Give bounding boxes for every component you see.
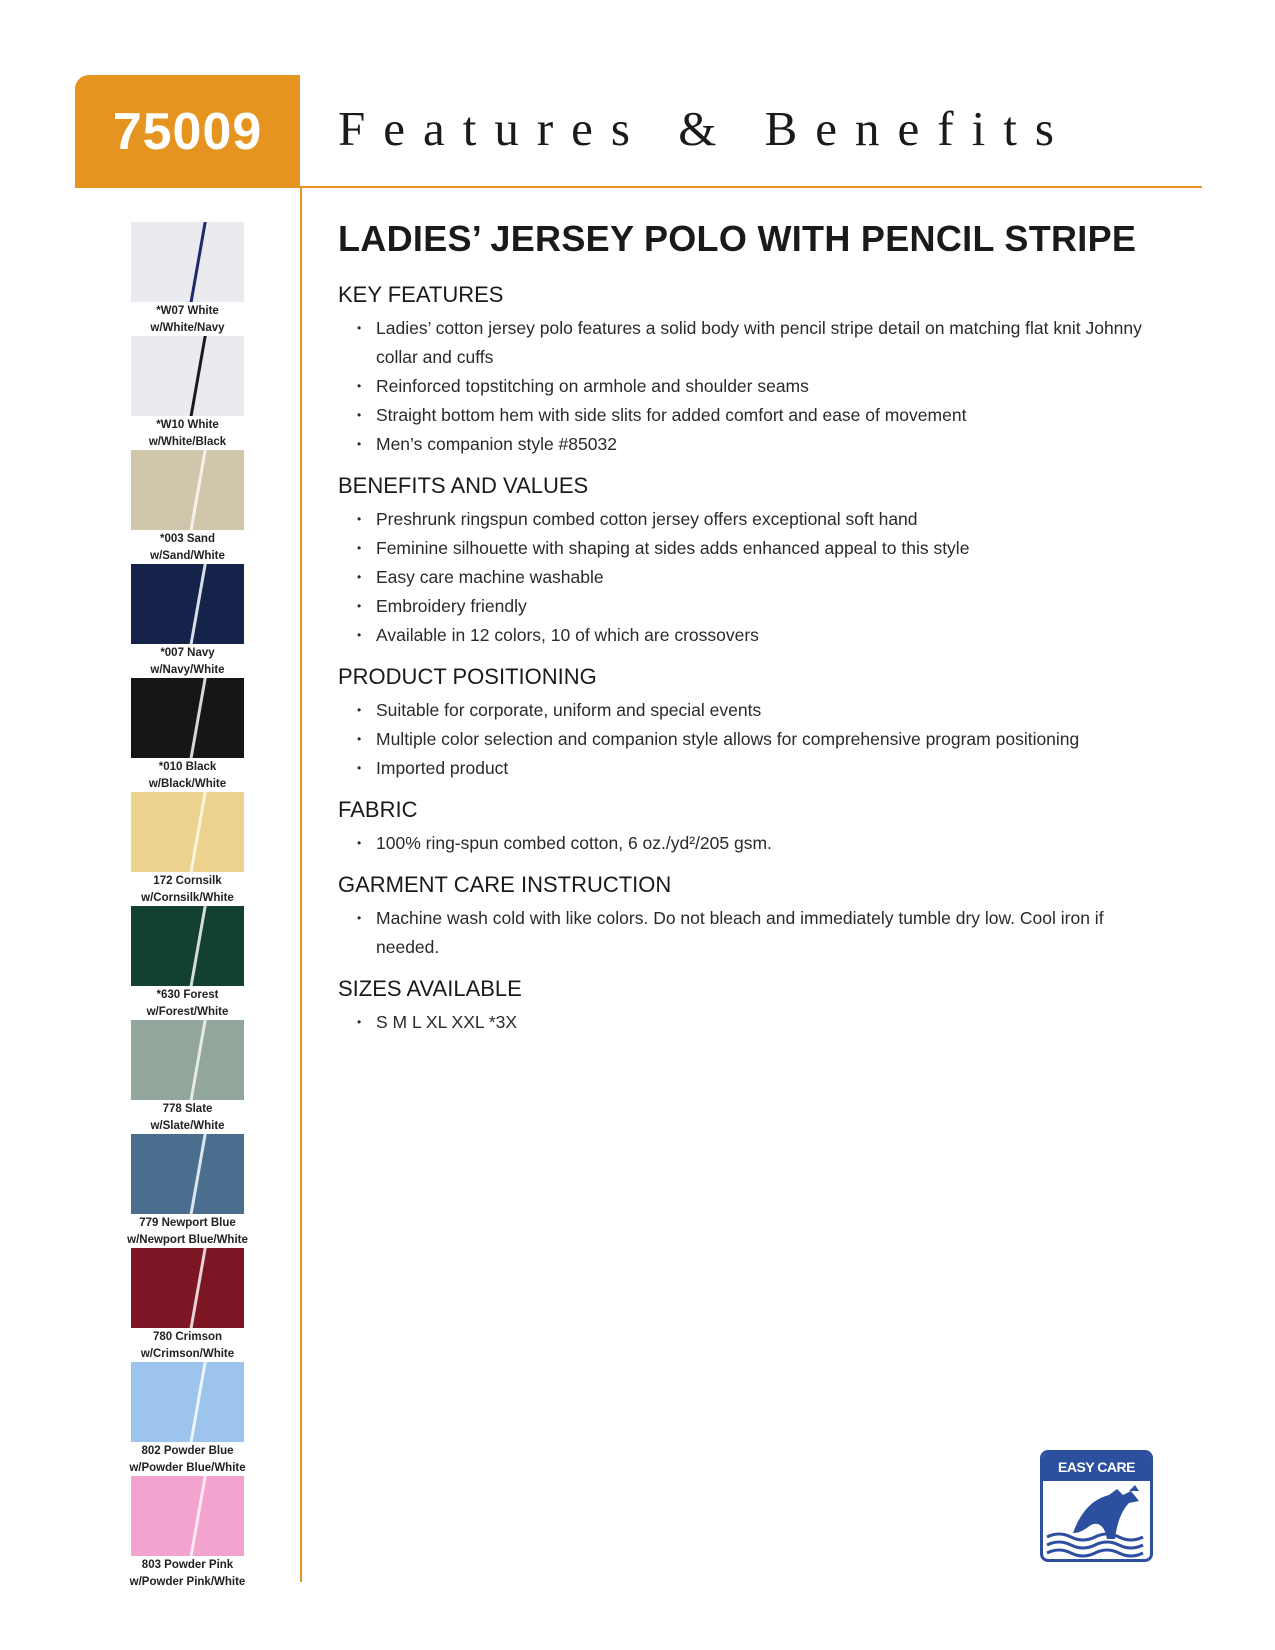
color-swatch-item <box>110 336 265 451</box>
bullet-list <box>338 904 1168 962</box>
color-swatch <box>131 336 244 416</box>
bullet-list <box>338 829 1168 858</box>
swatch-label <box>110 1443 265 1477</box>
section-heading: FABRIC <box>338 797 418 822</box>
bullet-list <box>338 505 1168 650</box>
color-swatch <box>131 1476 244 1556</box>
swatch-stripe <box>189 1248 208 1328</box>
color-swatch-item <box>110 1134 265 1249</box>
bullet-item: • Straight bottom hem with side slits for added comfort and ease of movement <box>338 401 1168 430</box>
section-heading: SIZES AVAILABLE <box>338 976 522 1001</box>
bullet-item: • Ladies’ cotton jersey polo features a solid body with pencil stripe detail on matching flat knit Johnny collar and cuffs <box>338 314 1168 372</box>
swatch-label-trim: w/Forest/White <box>146 1006 229 1018</box>
swatch-label-trim: w/Newport Blue/White <box>127 1234 248 1246</box>
swatch-label <box>110 759 265 793</box>
section-heading: PRODUCT POSITIONING <box>338 664 597 689</box>
bullet-list <box>338 696 1168 783</box>
bullet-item: • Reinforced topstitching on armhole and shoulder seams <box>338 372 1168 401</box>
color-swatch <box>131 1134 244 1214</box>
swatch-label-color: *007 Navy <box>160 647 215 659</box>
swatch-label-color: 172 Cornsilk <box>153 875 222 887</box>
header-divider <box>300 186 1202 188</box>
bullet-item: • Suitable for corporate, uniform and special events <box>338 696 1168 725</box>
swatch-stripe <box>189 678 208 758</box>
shirt-wash-icon <box>1043 1481 1150 1559</box>
swatch-stripe <box>189 564 208 644</box>
swatch-label <box>110 531 265 565</box>
section-fabric <box>338 797 1168 858</box>
swatch-label-trim: w/White/Black <box>148 436 227 448</box>
swatch-label <box>110 1215 265 1249</box>
swatch-label-trim: w/Slate/White <box>150 1120 225 1132</box>
bullet-item: • Feminine silhouette with shaping at sides adds enhanced appeal to this style <box>338 534 1168 563</box>
swatch-label <box>110 645 265 679</box>
bullet-item: • Machine wash cold with like colors. Do not bleach and immediately tumble dry low. Cool iron if needed. <box>338 904 1168 962</box>
swatch-label <box>110 987 265 1021</box>
swatch-label-trim: w/Black/White <box>148 778 227 790</box>
easy-care-label: EASY CARE <box>1043 1453 1150 1481</box>
swatch-label-trim: w/Navy/White <box>150 664 225 676</box>
swatch-label <box>110 1557 265 1591</box>
feature-sections <box>338 282 1168 1037</box>
easy-care-badge <box>1040 1450 1153 1562</box>
sidebar-divider <box>300 186 302 1582</box>
bullet-item: • Imported product <box>338 754 1168 783</box>
color-swatch-item <box>110 222 265 337</box>
bullet-item: • Preshrunk ringspun combed cotton jersey offers exceptional soft hand <box>338 505 1168 534</box>
color-swatch <box>131 1020 244 1100</box>
page-heading: Features & Benefits <box>338 101 1072 156</box>
swatch-stripe <box>189 1020 208 1100</box>
color-swatch-item <box>110 792 265 907</box>
bullet-item: • Available in 12 colors, 10 of which are crossovers <box>338 621 1168 650</box>
section-heading: GARMENT CARE INSTRUCTION <box>338 872 672 897</box>
color-swatch-item <box>110 1020 265 1135</box>
bullet-item: • Multiple color selection and companion style allows for comprehensive program positioning <box>338 725 1168 754</box>
color-swatch <box>131 678 244 758</box>
swatch-label-color: 802 Powder Blue <box>141 1445 234 1457</box>
section-product-positioning <box>338 664 1168 783</box>
color-swatch-item <box>110 450 265 565</box>
swatch-label-trim: w/Crimson/White <box>140 1348 235 1360</box>
swatch-label-trim: w/Powder Blue/White <box>129 1462 246 1474</box>
section-garment-care-instruction <box>338 872 1168 962</box>
swatch-label-trim: w/Sand/White <box>150 550 225 562</box>
swatch-label-color: 778 Slate <box>162 1103 213 1115</box>
color-swatch-item <box>110 1248 265 1363</box>
product-content <box>338 218 1168 1051</box>
color-swatch <box>131 906 244 986</box>
swatch-label-color: *003 Sand <box>160 533 215 545</box>
color-swatch <box>131 1248 244 1328</box>
swatch-stripe <box>189 222 208 302</box>
swatch-label-trim: w/Powder Pink/White <box>129 1576 246 1588</box>
color-swatch-item <box>110 1476 265 1591</box>
color-swatch-item <box>110 678 265 793</box>
swatch-label <box>110 1101 265 1135</box>
swatch-stripe <box>189 1362 208 1442</box>
color-swatch <box>131 222 244 302</box>
swatch-label <box>110 417 265 451</box>
swatch-label <box>110 873 265 907</box>
swatch-stripe <box>189 1134 208 1214</box>
swatch-label-color: *W07 White <box>156 305 219 317</box>
swatch-stripe <box>189 1476 208 1556</box>
color-swatch-item <box>110 906 265 1021</box>
style-number-tab <box>75 75 300 188</box>
swatch-stripe <box>189 792 208 872</box>
color-swatch <box>131 450 244 530</box>
swatch-label-trim: w/White/Navy <box>150 322 225 334</box>
bullet-item: • Embroidery friendly <box>338 592 1168 621</box>
style-number: 75009 <box>112 102 263 161</box>
section-sizes-available <box>338 976 1168 1037</box>
swatch-stripe <box>189 450 208 530</box>
swatch-label-color: *630 Forest <box>156 989 219 1001</box>
bullet-item: • Men’s companion style #85032 <box>338 430 1168 459</box>
swatch-label-color: 779 Newport Blue <box>139 1217 236 1229</box>
section-heading: KEY FEATURES <box>338 282 504 307</box>
bullet-item: • 100% ring-spun combed cotton, 6 oz./yd²/205 gsm. <box>338 829 1168 858</box>
swatch-stripe <box>189 906 208 986</box>
color-swatch <box>131 1362 244 1442</box>
swatch-stripe <box>189 336 208 416</box>
color-swatch-item <box>110 1362 265 1477</box>
bullet-list <box>338 1008 1168 1037</box>
section-key-features <box>338 282 1168 459</box>
swatch-label <box>110 1329 265 1363</box>
swatch-label-color: 780 Crimson <box>152 1331 223 1343</box>
color-swatch <box>131 792 244 872</box>
section-benefits-and-values <box>338 473 1168 650</box>
swatch-label-trim: w/Cornsilk/White <box>141 892 234 904</box>
color-swatch <box>131 564 244 644</box>
bullet-list <box>338 314 1168 459</box>
swatch-label-color: *W10 White <box>156 419 219 431</box>
swatch-label-color: 803 Powder Pink <box>141 1559 234 1571</box>
product-title: LADIES’ JERSEY POLO WITH PENCIL STRIPE <box>338 218 1137 259</box>
bullet-item: • S M L XL XXL *3X <box>338 1008 1168 1037</box>
color-swatch-item <box>110 564 265 679</box>
section-heading: BENEFITS AND VALUES <box>338 473 589 498</box>
swatch-label-color: *010 Black <box>158 761 217 773</box>
swatch-label <box>110 303 265 337</box>
bullet-item: • Easy care machine washable <box>338 563 1168 592</box>
